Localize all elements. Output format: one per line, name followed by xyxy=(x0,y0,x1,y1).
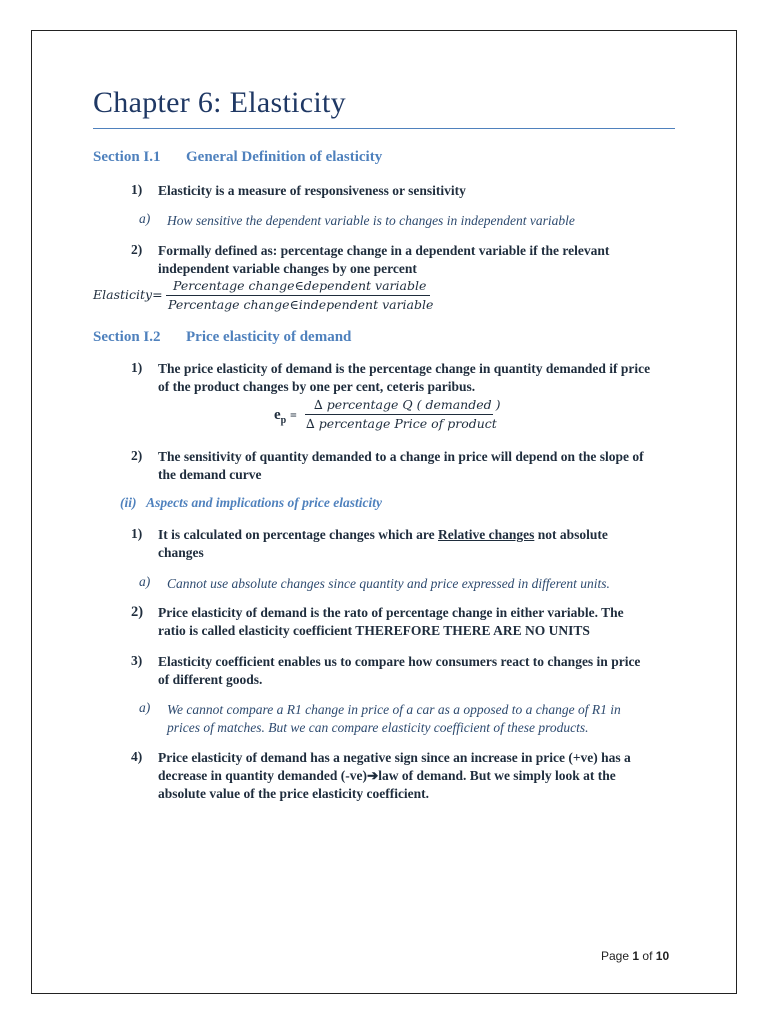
chapter-title: Chapter 6: Elasticity xyxy=(93,86,346,119)
formula-1-lhs: Elasticity= xyxy=(93,287,163,302)
s2-item-2-number: 2) xyxy=(131,448,143,463)
s1-item-1-text: Elasticity is a measure of responsiveness or sensitivity xyxy=(158,183,466,198)
formula-2-fraction-bar xyxy=(305,414,493,415)
formula-2-lhs xyxy=(274,407,297,426)
s1-item-2-number: 2) xyxy=(131,242,143,257)
s2-item-1-line1: The price elasticity of demand is the percentage change in quantity demanded if price xyxy=(158,361,651,376)
footer-page-label: Page xyxy=(601,949,630,963)
asp-item-1-pre: It is calculated on percentage changes which are xyxy=(158,527,438,542)
asp-item-3-number: 3) xyxy=(131,653,143,668)
asp-item-4-line2: decrease in quantity demanded (-ve)➔law of demand. But we simply look at the xyxy=(158,768,616,783)
formula-2-numerator: ∆ percentage Q ( demanded ) xyxy=(314,397,501,412)
asp-item-1-line2: changes xyxy=(158,545,204,560)
s1-item-1-number: 1) xyxy=(131,182,143,197)
asp-item-3-line2: of different goods. xyxy=(158,672,263,687)
asp-item-1-line1 xyxy=(158,526,608,544)
footer-page-number: 1 xyxy=(632,949,640,963)
section-1-title: General Definition of elasticity xyxy=(186,149,383,165)
formula-1-fraction-bar xyxy=(166,295,430,296)
section-1-heading xyxy=(93,149,382,166)
formula-1-numerator: Percentage change∈dependent variable xyxy=(173,278,427,293)
formula-2-equals: = xyxy=(289,408,297,422)
asp-item-4-line1: Price elasticity of demand has a negative sign since an increase in price (+ve) has a xyxy=(158,750,631,765)
relative-changes-text: Relative changes xyxy=(437,527,535,542)
s1-sub-a-label: a) xyxy=(139,211,151,226)
asp-item-4-line3: absolute value of the price elasticity coefficient. xyxy=(158,786,430,801)
asp-item-3-sub-line1: We cannot compare a R1 change in price of a car as a opposed to a change of R1 in xyxy=(167,702,621,717)
asp-item-2-number: 2) xyxy=(131,604,144,620)
asp-item-1-sub-text: Cannot use absolute changes since quantity and price expressed in different units. xyxy=(167,576,610,591)
section-2-number: Section I.2 xyxy=(93,329,161,345)
s2-item-1-line2: of the product changes by one per cent, ceteris paribus. xyxy=(158,379,476,394)
asp-item-1-post: not absolute xyxy=(534,527,608,542)
section-2-title: Price elasticity of demand xyxy=(186,329,352,345)
page-footer xyxy=(601,949,669,963)
s2-item-1-number: 1) xyxy=(131,360,143,375)
s2-item-2-line2: the demand curve xyxy=(158,467,262,482)
asp-item-2-line1: Price elasticity of demand is the rato of percentage change in either variable. The xyxy=(158,605,624,620)
section-2-heading xyxy=(93,329,351,346)
aspects-heading: (ii) Aspects and implications of price elasticity xyxy=(120,495,382,510)
s2-item-2-line1: The sensitivity of quantity demanded to a change in price will depend on the slope of xyxy=(158,449,644,464)
s1-item-2-line1: Formally defined as: percentage change in a dependent variable if the relevant xyxy=(158,243,610,258)
formula-1-denominator: Percentage change∈independent variable xyxy=(168,297,434,312)
footer-of-label: of xyxy=(642,949,653,963)
s1-item-2-line2: independent variable changes by one percent xyxy=(158,261,417,276)
asp-item-3-line1: Elasticity coefficient enables us to compare how consumers react to changes in price xyxy=(158,654,641,669)
asp-item-3-sub-label: a) xyxy=(139,700,151,715)
formula-2-e: e xyxy=(274,407,281,423)
asp-item-1-sub-label: a) xyxy=(139,574,151,589)
page-border xyxy=(31,30,737,994)
formula-2-sub: p xyxy=(280,415,287,426)
footer-page-total: 10 xyxy=(655,949,670,963)
asp-item-1-number: 1) xyxy=(131,526,143,541)
title-rule xyxy=(93,128,675,129)
s1-sub-a-text: How sensitive the dependent variable is to changes in independent variable xyxy=(167,213,575,228)
asp-item-4-number: 4) xyxy=(131,749,143,764)
formula-2-denominator: ∆ percentage Price of product xyxy=(306,416,497,431)
asp-item-2-line2: ratio is called elasticity coefficient THEREFORE THERE ARE NO UNITS xyxy=(158,623,590,638)
section-1-number: Section I.1 xyxy=(93,149,161,165)
asp-item-3-sub-line2: prices of matches. But we can compare elasticity coefficient of these products. xyxy=(167,720,589,735)
